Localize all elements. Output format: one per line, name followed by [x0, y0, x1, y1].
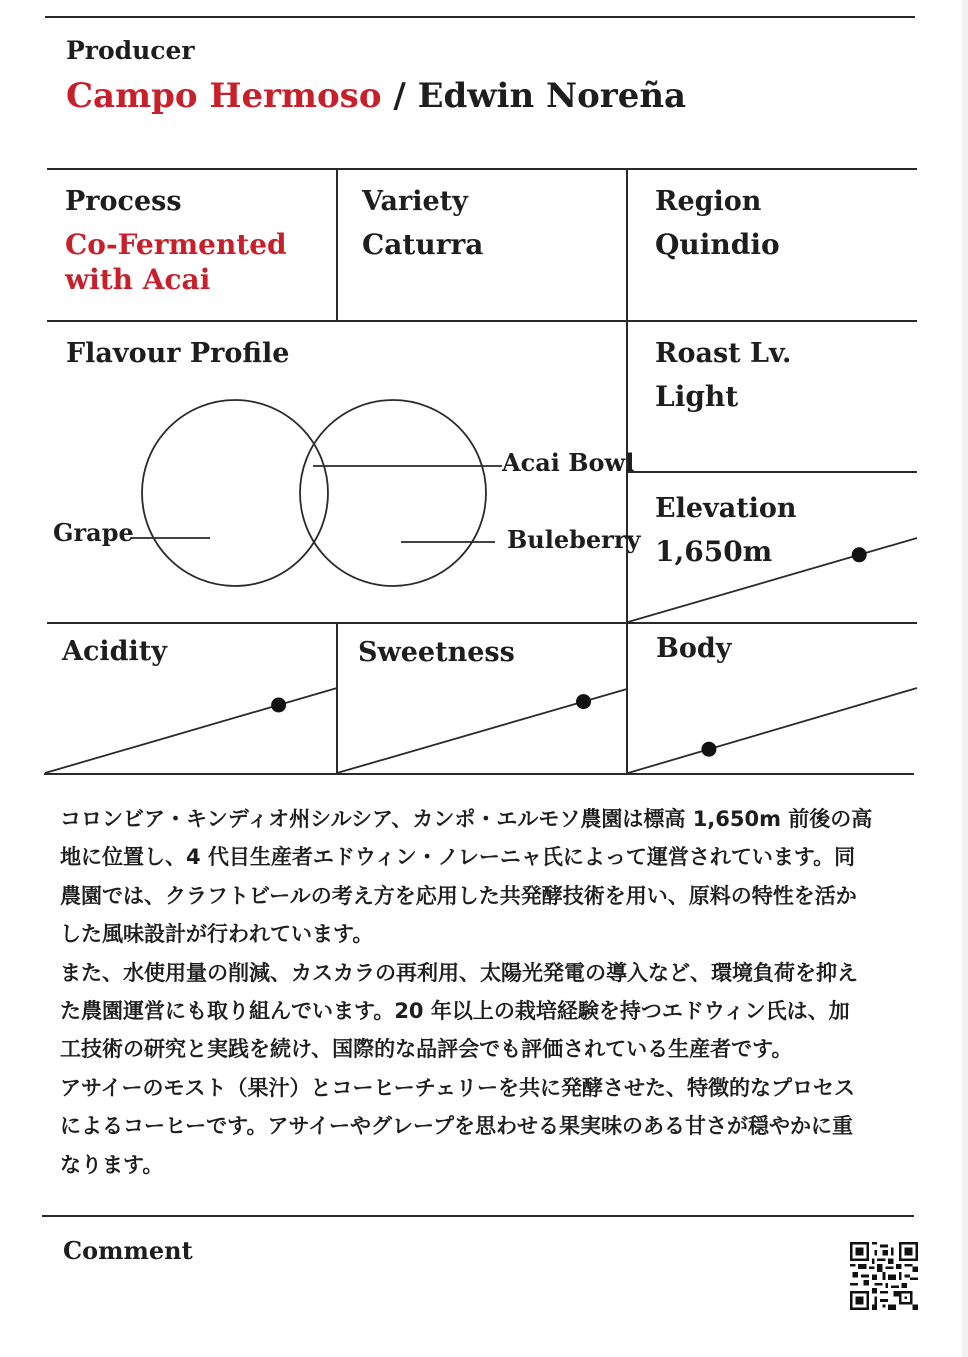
variety-value: Caturra [362, 228, 484, 261]
description-line: た農園運営にも取り組んでいます。20 年以上の栽培経験を持つエドウィン氏は、加 [60, 999, 850, 1024]
producer-label: Producer [66, 36, 195, 65]
elevation-value: 1,650m [655, 535, 773, 568]
body-level-marker [701, 742, 716, 757]
body-scale-line [628, 688, 917, 773]
region-value: Quindio [655, 228, 780, 261]
flavour-label: Flavour Profile [66, 338, 290, 369]
description-line: 地に位置し、4 代目生産者エドウィン・ノレーニャ氏によって運営されています。同 [60, 845, 856, 870]
process-label: Process [65, 186, 182, 217]
roast-value: Light [655, 380, 739, 413]
description-line: コロンビア・キンディオ州シルシア、カンポ・エルモソ農園は標高 1,650m 前後の高 [60, 807, 873, 831]
comment-label: Comment [63, 1236, 193, 1265]
description-line: 農園では、クラフトビールの考え方を応用した共発酵技術を用い、原料の特性を活か [60, 883, 857, 908]
process-value-line1: Co-Fermented [65, 228, 287, 261]
acidity-scale-line [45, 688, 337, 773]
acidity-level-marker [271, 698, 286, 713]
flavour-note-blueberry: Buleberry [507, 525, 641, 554]
description-line: アサイーのモスト（果汁）とコーヒーチェリーを共に発酵させた、特徴的なプロセス [60, 1075, 856, 1100]
description-line: した風味設計が行われています。 [60, 922, 374, 947]
sweetness-label: Sweetness [358, 637, 515, 668]
region-label: Region [655, 186, 762, 217]
flavour-note-grape: Grape [53, 518, 134, 547]
description-line: また、水使用量の削減、カスカラの再利用、太陽光発電の導入など、環境負荷を抑え [60, 960, 858, 985]
flavour-note-acai-bowl: Acai Bowl [502, 448, 635, 477]
description-line: なります。 [60, 1152, 164, 1177]
elevation-scale-line [628, 538, 917, 622]
description-line: によるコーヒーです。アサイーやグレープを思わせる果実味のある甘さが穏やかに重 [60, 1114, 853, 1139]
elevation-level-marker [852, 547, 867, 562]
farmer-name: / Edwin Noreña [381, 76, 687, 116]
qr-code-icon[interactable] [850, 1242, 918, 1310]
farm-name: Campo Hermoso [66, 76, 382, 116]
description [60, 800, 910, 1184]
sweetness-level-marker [576, 694, 591, 709]
elevation-label: Elevation [655, 493, 797, 524]
acidity-label: Acidity [62, 636, 167, 667]
body-label: Body [656, 633, 732, 664]
description-line: 工技術の研究と実践を続け、国際的な品評会でも評価されている生産者です。 [60, 1037, 793, 1062]
variety-label: Variety [362, 186, 468, 217]
process-value-line2: with Acai [65, 263, 211, 296]
roast-label: Roast Lv. [655, 338, 792, 369]
